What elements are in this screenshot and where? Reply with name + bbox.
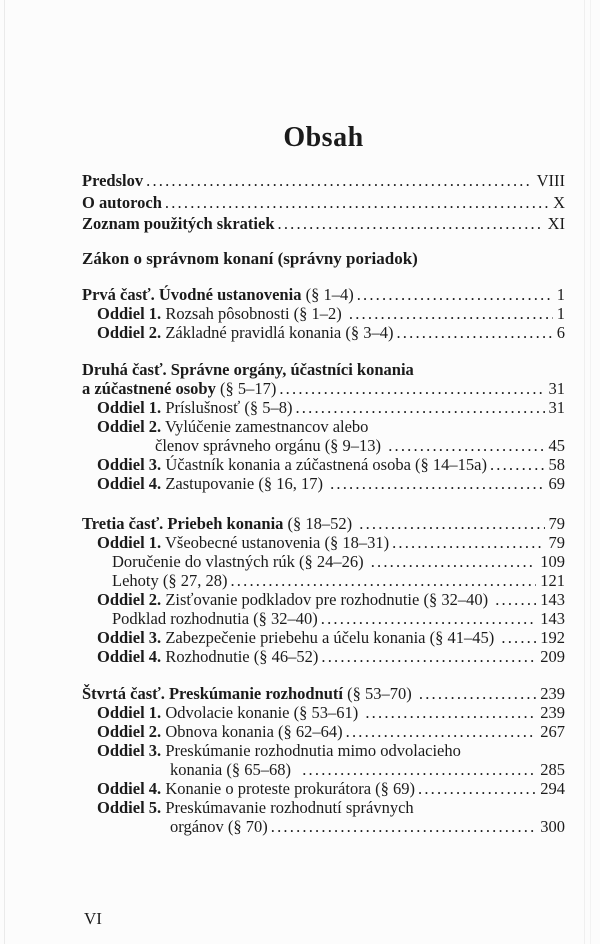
toc-entry-label	[97, 533, 389, 552]
toc-entry	[82, 552, 565, 571]
toc-entry-bold: Predslov	[82, 171, 144, 190]
toc-entry-label	[97, 779, 415, 798]
toc-page-number: 143	[540, 589, 565, 609]
toc-entry-bold: a zúčastnené osoby	[82, 378, 216, 398]
toc-entry-text: Účastník konania a zúčastnená osoba (§ 14–15a)	[161, 454, 487, 474]
toc-entry	[82, 323, 565, 342]
toc-entry-label	[97, 323, 393, 342]
toc-entry	[82, 436, 565, 455]
toc-entry	[82, 684, 565, 703]
toc-entry-label	[97, 417, 368, 436]
toc-entry-bold: Oddiel 2.	[97, 322, 162, 342]
toc-entry-bold: Druhá časť. Správne orgány, účastníci konania	[82, 359, 414, 379]
toc-entry-label	[82, 192, 162, 214]
toc-entry-text: Rozsah pôsobnosti (§ 1–2)	[161, 303, 346, 323]
toc-entry-label	[97, 722, 343, 741]
toc-page-number: 31	[548, 397, 565, 417]
toc-section	[82, 514, 565, 666]
toc-entry-label	[82, 514, 356, 533]
front-matter-list	[82, 170, 565, 235]
toc-entry-text: Všeobecné ustanovenia (§ 18–31)	[161, 532, 390, 552]
toc-dot-leader	[321, 609, 536, 628]
toc-entry-bold: Štvrtá časť. Preskúmanie rozhodnutí	[82, 683, 343, 703]
toc-dot-leader	[396, 323, 552, 342]
toc-entry-text: (§ 53–70)	[343, 683, 416, 703]
toc-entry-text: Odvolacie konanie (§ 53–61)	[161, 702, 363, 722]
toc-entry-text: Základné pravidlá konania (§ 3–4)	[161, 322, 394, 342]
toc-dot-leader	[330, 474, 544, 493]
toc-dot-leader	[165, 192, 549, 214]
toc-entry-label	[82, 170, 143, 192]
toc-page-number: 239	[540, 683, 565, 703]
toc-entry-label	[97, 590, 492, 609]
toc-entry-label	[82, 360, 414, 379]
toc-dot-leader	[357, 285, 553, 304]
toc-entry	[82, 798, 565, 817]
toc-entry	[82, 703, 565, 722]
toc-page-number: 6	[556, 322, 565, 342]
toc-sections	[82, 285, 565, 836]
toc-dot-leader	[490, 455, 545, 474]
toc-entry-text: konania (§ 65–68)	[170, 759, 300, 779]
toc-entry	[82, 398, 565, 417]
toc-section	[82, 285, 565, 342]
toc-entry-label	[155, 436, 385, 455]
toc-page-number: 239	[540, 702, 565, 722]
toc-entry	[82, 779, 565, 798]
toc-entry-text: Podklad rozhodnutia (§ 32–40)	[112, 608, 318, 628]
toc-dot-leader	[359, 514, 544, 533]
toc-entry-text: (§ 5–17)	[215, 378, 277, 398]
toc-entry-text: (§ 1–4)	[301, 284, 354, 304]
toc-section	[82, 684, 565, 836]
toc-entry	[82, 192, 565, 214]
toc-entry-text: Zastupovanie (§ 16, 17)	[161, 473, 328, 493]
toc-entry-label	[82, 379, 276, 398]
toc-dot-leader	[371, 552, 537, 571]
toc-entry-bold: Prvá časť. Úvodné ustanovenia	[82, 284, 302, 304]
toc-page-number: 109	[540, 551, 565, 571]
toc-entry-text: Zisťovanie podkladov pre rozhodnutie (§ 32–40)	[161, 589, 493, 609]
toc-entry-bold: Oddiel 4.	[97, 646, 162, 666]
toc-entry	[82, 170, 565, 192]
toc-entry-text: Doručenie do vlastných rúk (§ 24–26)	[112, 551, 368, 571]
page-title: Obsah	[283, 122, 364, 153]
toc-entry	[82, 571, 565, 590]
toc-entry-text: Preskúmavanie rozhodnutí správnych	[161, 797, 414, 817]
toc-page-number: 267	[540, 721, 565, 741]
toc-dot-leader	[279, 379, 544, 398]
toc-dot-leader	[346, 722, 537, 741]
law-heading: Zákon o správnom konaní (správny poriadok)	[82, 248, 418, 268]
toc-entry-label	[112, 571, 227, 590]
toc-entry-bold: Tretia časť. Priebeh konania	[82, 513, 284, 533]
toc-page-number: 1	[556, 284, 565, 304]
toc-entry	[82, 533, 565, 552]
toc-entry-bold: Oddiel 3.	[97, 454, 162, 474]
toc-entry-bold: Zoznam použitých skratiek	[82, 214, 275, 233]
toc-page-number: 79	[548, 532, 565, 552]
toc-entry-bold: Oddiel 1.	[97, 303, 162, 323]
toc-dot-leader	[302, 760, 536, 779]
toc-entry-bold: Oddiel 3.	[97, 740, 162, 760]
toc-entry-bold: Oddiel 5.	[97, 797, 162, 817]
toc-entry-bold: Oddiel 1.	[97, 532, 162, 552]
toc-entry	[82, 285, 565, 304]
toc-entry	[82, 474, 565, 493]
toc-page-number: VIII	[536, 171, 565, 190]
toc-section	[82, 360, 565, 493]
toc-dot-leader	[271, 817, 536, 836]
toc-page-number: 121	[540, 570, 565, 590]
page-right-edge-line	[584, 0, 585, 944]
toc-entry-label	[97, 647, 318, 666]
toc-entry-label	[170, 760, 299, 779]
toc-entry	[82, 360, 565, 379]
toc-entry-bold: Oddiel 2.	[97, 589, 162, 609]
toc-entry-text: Príslušnosť (§ 5–8)	[161, 397, 293, 417]
toc-dot-leader	[295, 398, 544, 417]
toc-entry-label	[97, 455, 487, 474]
toc-entry-bold: Oddiel 2.	[97, 416, 162, 436]
toc-page-number: 294	[540, 778, 565, 798]
toc-entry-label	[97, 474, 327, 493]
toc-entry-label	[97, 741, 461, 760]
toc-page-number: 300	[540, 816, 565, 836]
toc-entry-bold: Oddiel 3.	[97, 627, 162, 647]
toc-entry-bold: Oddiel 4.	[97, 778, 162, 798]
toc-dot-leader	[388, 436, 544, 455]
toc-dot-leader	[495, 590, 536, 609]
toc-content	[82, 122, 565, 836]
toc-entry-label	[97, 628, 498, 647]
toc-entry-text: členov správneho orgánu (§ 9–13)	[155, 435, 386, 455]
toc-entry-text: Lehoty (§ 27, 28)	[112, 570, 228, 590]
toc-entry-bold: Oddiel 1.	[97, 702, 162, 722]
toc-page-number: 209	[540, 646, 565, 666]
toc-page-number: 58	[548, 454, 565, 474]
toc-entry-text: Preskúmanie rozhodnutia mimo odvolacieho	[161, 740, 461, 760]
toc-entry-text: Obnova konania (§ 62–64)	[161, 721, 343, 741]
toc-entry-text: Zabezpečenie priebehu a účelu konania (§ 41–45)	[161, 627, 499, 647]
toc-dot-leader	[349, 304, 553, 323]
toc-entry-text: Vylúčenie zamestnancov alebo	[161, 416, 369, 436]
toc-entry-text: orgánov (§ 70)	[170, 816, 268, 836]
toc-entry-label	[82, 285, 354, 304]
toc-entry-bold: O autoroch	[82, 192, 162, 212]
toc-entry-text: Rozhodnutie (§ 46–52)	[161, 646, 319, 666]
toc-dot-leader	[419, 684, 536, 703]
toc-dot-leader	[392, 533, 544, 552]
toc-entry	[82, 817, 565, 836]
toc-entry	[82, 741, 565, 760]
toc-page-number: 31	[548, 378, 565, 398]
toc-entry-label	[170, 817, 268, 836]
toc-entry	[82, 722, 565, 741]
toc-entry-bold: Oddiel 2.	[97, 721, 162, 741]
toc-entry-bold: Oddiel 1.	[97, 397, 162, 417]
toc-dot-leader	[278, 213, 544, 235]
toc-entry-label	[112, 609, 318, 628]
toc-entry	[82, 379, 565, 398]
toc-entry-bold: Oddiel 4.	[97, 473, 162, 493]
toc-dot-leader	[501, 628, 536, 647]
toc-entry	[82, 213, 565, 235]
toc-entry-label	[97, 798, 414, 817]
toc-entry-label	[97, 304, 346, 323]
toc-entry	[82, 455, 565, 474]
toc-page-number: X	[553, 192, 565, 212]
toc-page-number: XI	[547, 214, 565, 233]
toc-entry-label	[97, 398, 292, 417]
toc-entry-label	[97, 703, 362, 722]
toc-page-number: 285	[540, 759, 565, 779]
toc-dot-leader	[321, 647, 536, 666]
toc-entry	[82, 647, 565, 666]
toc-page-number: 79	[548, 513, 565, 533]
toc-entry-text: (§ 18–52)	[283, 513, 357, 533]
toc-page-number: 192	[540, 627, 565, 647]
toc-page-number: 69	[548, 473, 565, 493]
toc-page-number: 45	[548, 435, 565, 455]
toc-entry	[82, 304, 565, 323]
toc-page-number: 1	[556, 303, 565, 323]
toc-page-number: 143	[540, 608, 565, 628]
toc-entry	[82, 417, 565, 436]
toc-entry	[82, 609, 565, 628]
toc-entry	[82, 628, 565, 647]
page-right-edge-line-2	[590, 0, 591, 944]
folio-page-number: VI	[84, 909, 102, 928]
toc-entry-label	[82, 684, 416, 703]
toc-dot-leader	[146, 170, 532, 192]
page-left-edge-line	[4, 0, 5, 944]
toc-entry	[82, 590, 565, 609]
toc-entry	[82, 760, 565, 779]
toc-entry-text: Konanie o proteste prokurátora (§ 69)	[161, 778, 416, 798]
toc-entry-label	[82, 213, 275, 235]
toc-entry-label	[112, 552, 368, 571]
toc-dot-leader	[418, 779, 536, 798]
toc-dot-leader	[365, 703, 536, 722]
toc-dot-leader	[230, 571, 536, 590]
toc-entry	[82, 514, 565, 533]
